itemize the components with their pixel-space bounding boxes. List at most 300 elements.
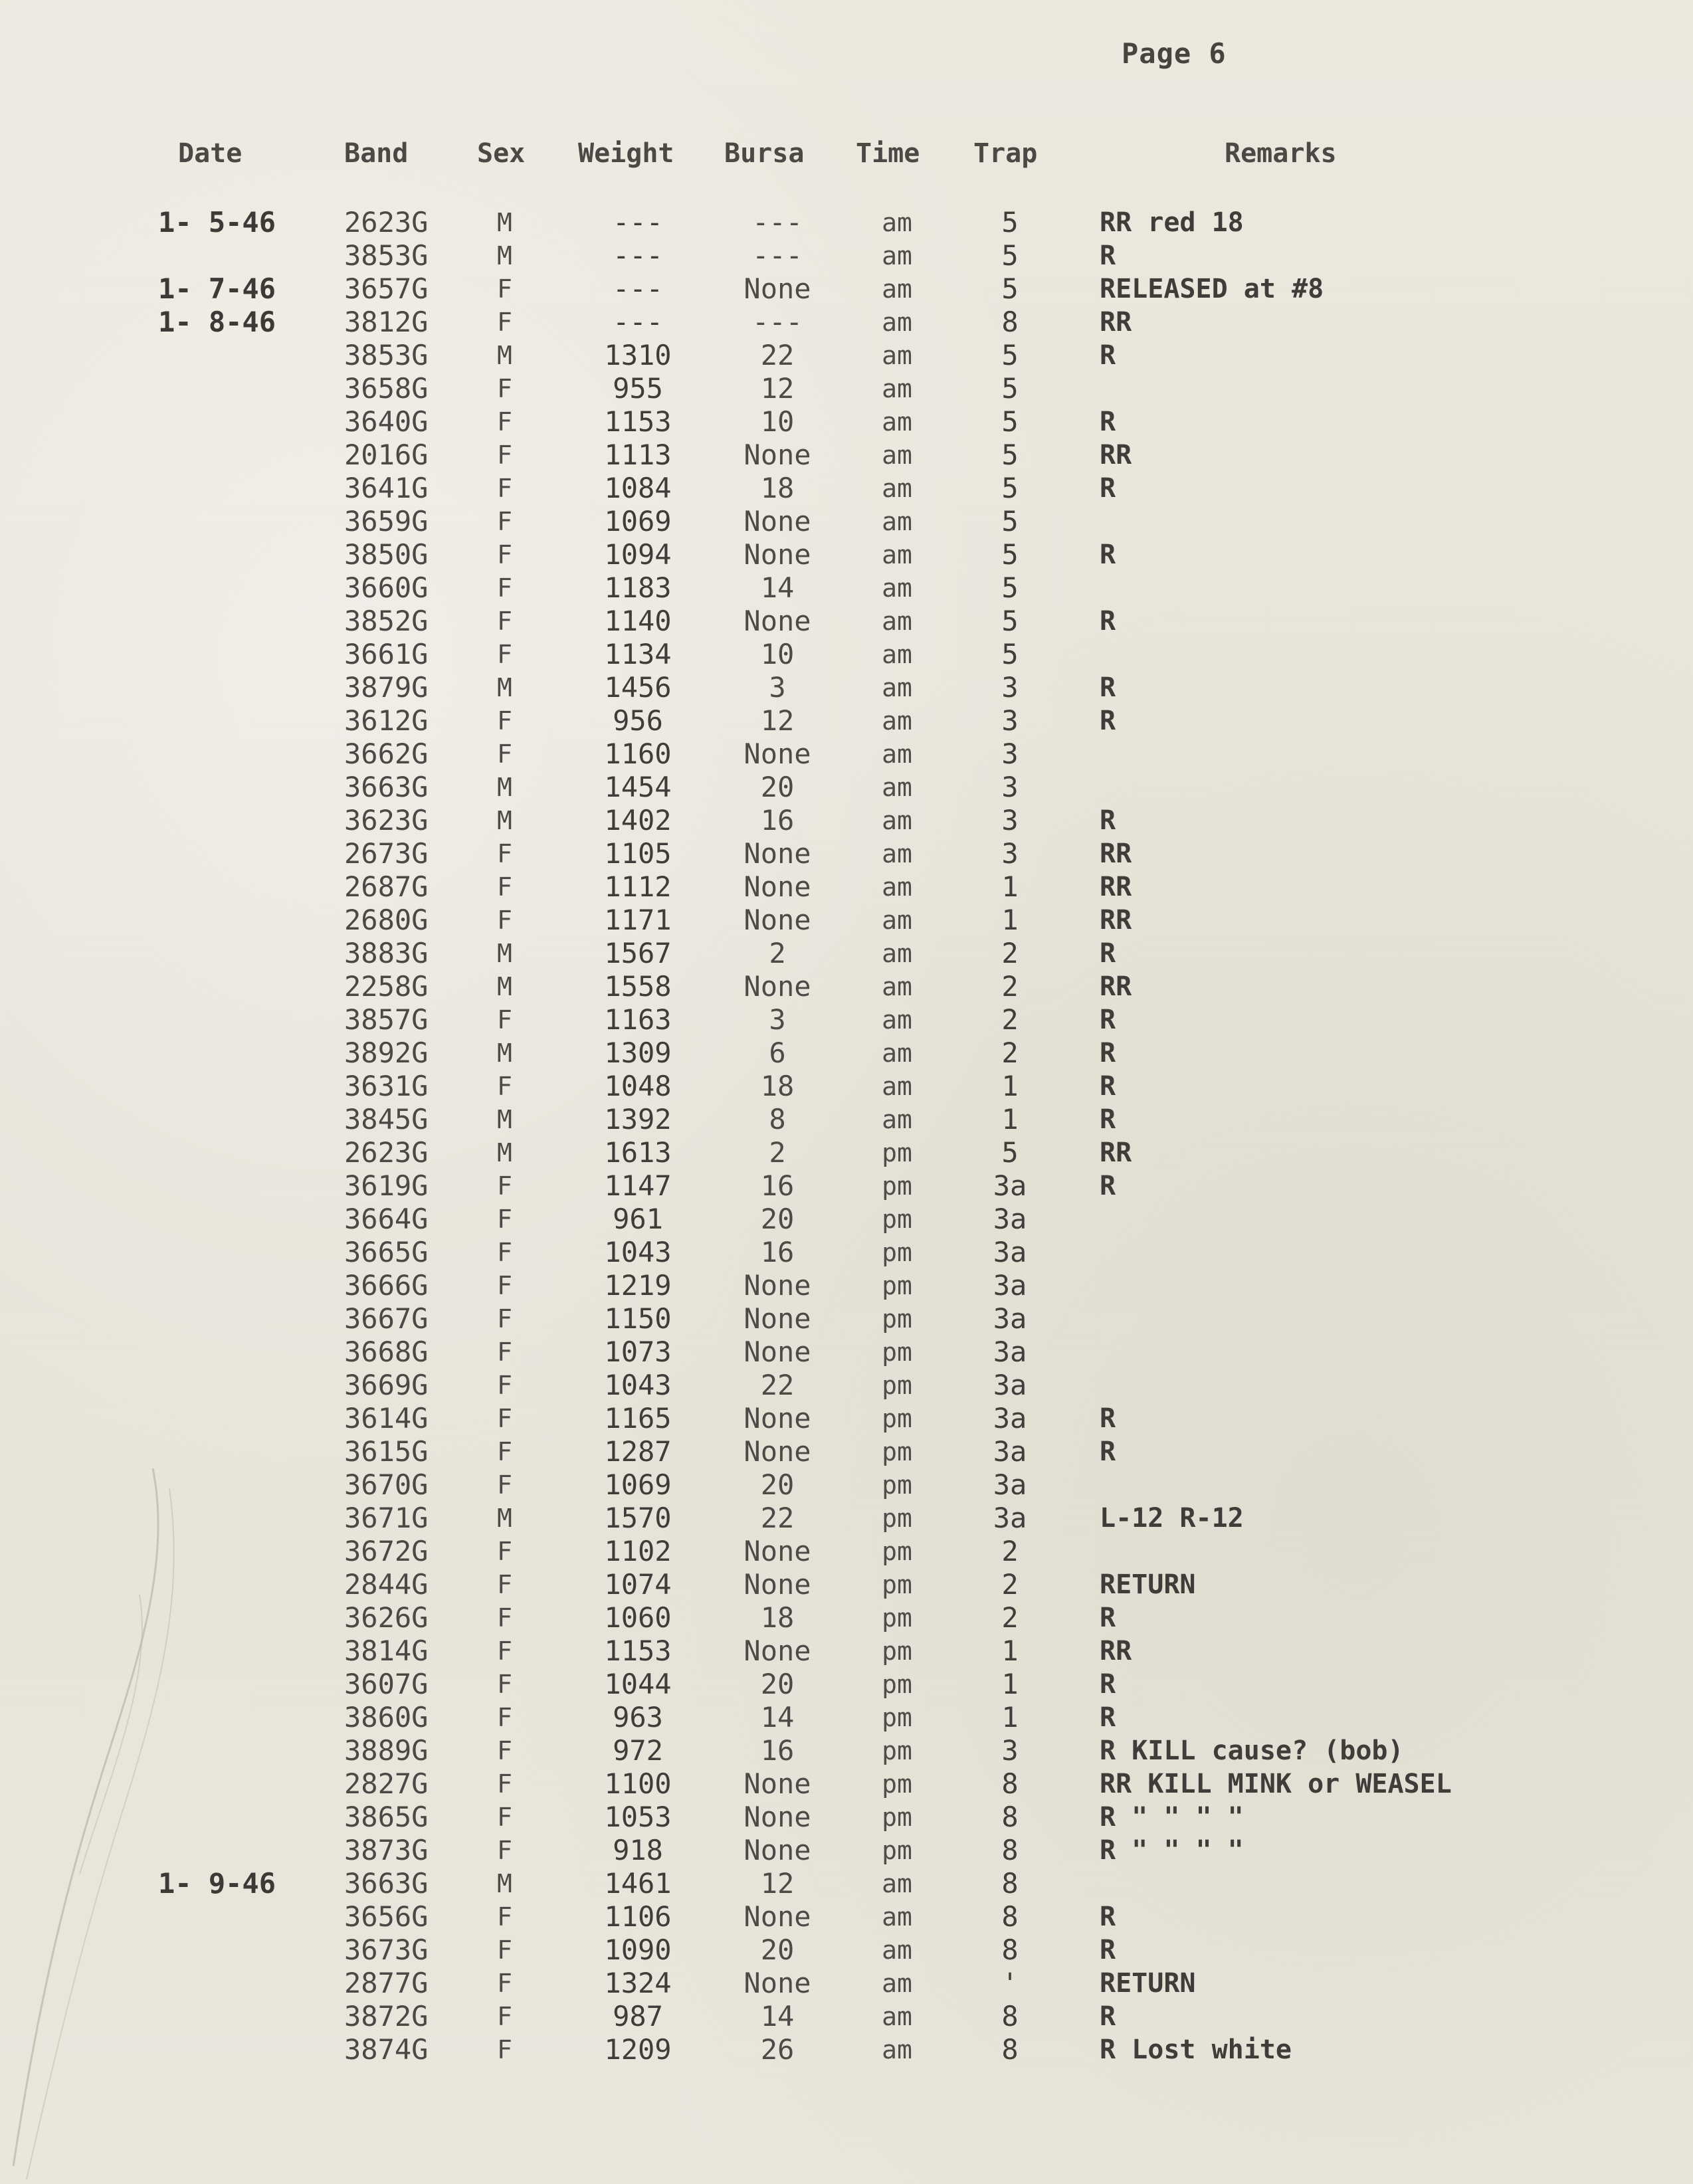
cell-band: 2827G — [344, 1767, 429, 1800]
cell-sex: F — [497, 1338, 512, 1367]
cell-time: am — [882, 1039, 912, 1068]
cell-trap: 5 — [1001, 372, 1019, 405]
cell-sex: F — [497, 1205, 512, 1234]
cell-bursa: None — [744, 837, 811, 870]
cell-weight: 1153 — [604, 1635, 672, 1667]
cell-band: 3614G — [344, 1402, 429, 1435]
cell-band: 3850G — [344, 538, 429, 571]
cell-sex: F — [497, 2035, 512, 2064]
cell-trap: 2 — [1001, 1003, 1019, 1036]
cell-band: 3853G — [344, 339, 429, 371]
cell-trap: 3a — [993, 1336, 1027, 1368]
cell-band: 3812G — [344, 306, 429, 338]
cell-bursa: 12 — [760, 1867, 795, 1900]
header-remarks: Remarks — [1225, 138, 1337, 169]
table-row — [0, 1103, 1693, 1136]
table-row — [0, 738, 1693, 771]
cell-time: am — [882, 1902, 912, 1932]
cell-time: am — [882, 341, 912, 370]
cell-trap: 1 — [1001, 1103, 1019, 1136]
cell-time: am — [882, 274, 912, 304]
cell-weight: 1043 — [604, 1369, 672, 1401]
table-row — [0, 771, 1693, 804]
cell-time: pm — [882, 1171, 912, 1201]
table-row — [0, 206, 1693, 239]
cell-band: 3626G — [344, 1601, 429, 1634]
cell-sex: F — [497, 640, 512, 669]
cell-trap: 3a — [993, 1203, 1027, 1235]
cell-remarks: RR — [1100, 971, 1132, 1002]
cell-trap: 5 — [1001, 405, 1019, 438]
cell-trap: 3a — [993, 1435, 1027, 1468]
cell-time: pm — [882, 1504, 912, 1533]
cell-band: 2016G — [344, 439, 429, 471]
header-date: Date — [178, 138, 243, 169]
cell-weight: 1150 — [604, 1302, 672, 1335]
cell-sex: F — [497, 706, 512, 736]
cell-sex: F — [497, 1703, 512, 1732]
cell-band: 3814G — [344, 1635, 429, 1667]
cell-sex: M — [497, 972, 512, 1001]
table-row — [0, 2033, 1693, 2066]
cell-sex: F — [497, 1902, 512, 1932]
cell-weight: 1113 — [604, 439, 672, 471]
cell-sex: F — [497, 1238, 512, 1267]
cell-trap: 8 — [1001, 1801, 1019, 1833]
cell-trap: ' — [1001, 1967, 1019, 1999]
table-row — [0, 1070, 1693, 1103]
cell-band: 2623G — [344, 1136, 429, 1169]
cell-trap: 2 — [1001, 1037, 1019, 1069]
cell-trap: 8 — [1001, 1867, 1019, 1900]
cell-weight: 1392 — [604, 1103, 672, 1136]
cell-trap: 3a — [993, 1369, 1027, 1401]
cell-band: 3671G — [344, 1502, 429, 1534]
cell-band: 3657G — [344, 272, 429, 305]
cell-bursa: None — [744, 272, 811, 305]
cell-band: 3672G — [344, 1535, 429, 1567]
cell-band: 3668G — [344, 1336, 429, 1368]
cell-sex: F — [497, 540, 512, 569]
cell-time: pm — [882, 1769, 912, 1799]
cell-bursa: None — [744, 439, 811, 471]
cell-bursa: 22 — [760, 339, 795, 371]
cell-time: am — [882, 673, 912, 702]
cell-sex: F — [497, 1371, 512, 1400]
cell-band: 3872G — [344, 2000, 429, 2033]
cell-remarks: R — [1100, 1005, 1116, 1035]
cell-remarks: R — [1100, 1038, 1116, 1068]
cell-bursa: 18 — [760, 472, 795, 504]
cell-weight: 961 — [613, 1203, 663, 1235]
cell-weight: 1043 — [604, 1236, 672, 1268]
cell-band: 3667G — [344, 1302, 429, 1335]
cell-trap: 1 — [1001, 1070, 1019, 1102]
cell-sex: F — [497, 1537, 512, 1566]
cell-remarks: R — [1100, 1702, 1116, 1733]
cell-time: am — [882, 2035, 912, 2064]
table-row — [0, 1236, 1693, 1269]
cell-bursa: None — [744, 538, 811, 571]
cell-remarks: RR — [1100, 440, 1132, 470]
cell-band: 3889G — [344, 1734, 429, 1767]
cell-time: am — [882, 773, 912, 802]
cell-sex: F — [497, 1404, 512, 1433]
cell-bursa: 26 — [760, 2033, 795, 2066]
cell-bursa: 10 — [760, 405, 795, 438]
cell-trap: 5 — [1001, 505, 1019, 538]
cell-bursa: --- — [752, 239, 803, 272]
table-row — [0, 1801, 1693, 1834]
cell-time: am — [882, 839, 912, 868]
cell-bursa: 20 — [760, 1668, 795, 1700]
table-row — [0, 1369, 1693, 1402]
header-sex: Sex — [477, 138, 526, 169]
cell-time: am — [882, 507, 912, 536]
cell-bursa: None — [744, 1900, 811, 1933]
header-bursa: Bursa — [724, 138, 805, 169]
cell-band: 3873G — [344, 1834, 429, 1866]
cell-sex: M — [497, 1504, 512, 1533]
cell-weight: --- — [613, 306, 663, 338]
table-row — [0, 937, 1693, 970]
cell-trap: 5 — [1001, 571, 1019, 604]
table-row — [0, 704, 1693, 738]
cell-sex: F — [497, 507, 512, 536]
cell-sex: M — [497, 241, 512, 270]
cell-trap: 2 — [1001, 1568, 1019, 1601]
table-row — [0, 472, 1693, 505]
cell-trap: 2 — [1001, 1535, 1019, 1567]
cell-bursa: 20 — [760, 771, 795, 803]
cell-trap: 3 — [1001, 704, 1019, 737]
cell-time: pm — [882, 1304, 912, 1334]
cell-sex: F — [497, 607, 512, 636]
cell-band: 3631G — [344, 1070, 429, 1102]
cell-trap: 5 — [1001, 272, 1019, 305]
cell-trap: 3 — [1001, 671, 1019, 704]
cell-trap: 3 — [1001, 837, 1019, 870]
cell-time: pm — [882, 1537, 912, 1566]
cell-band: 3658G — [344, 372, 429, 405]
table-row — [0, 372, 1693, 405]
cell-weight: 1163 — [604, 1003, 672, 1036]
cell-sex: F — [497, 1637, 512, 1666]
cell-bursa: None — [744, 904, 811, 936]
cell-remarks: R — [1100, 1935, 1116, 1965]
cell-bursa: 16 — [760, 1236, 795, 1268]
cell-band: 3673G — [344, 1934, 429, 1966]
cell-date: 1- 9-46 — [158, 1867, 276, 1900]
cell-time: pm — [882, 1670, 912, 1699]
cell-weight: 1309 — [604, 1037, 672, 1069]
cell-remarks: RETURN — [1100, 1569, 1196, 1600]
cell-weight: 1073 — [604, 1336, 672, 1368]
table-row — [0, 571, 1693, 605]
cell-remarks: R — [1100, 340, 1116, 371]
cell-bursa: None — [744, 1535, 811, 1567]
cell-band: 3659G — [344, 505, 429, 538]
cell-time: am — [882, 1936, 912, 1965]
cell-sex: F — [497, 839, 512, 868]
table-row — [0, 339, 1693, 372]
cell-time: pm — [882, 1603, 912, 1633]
cell-bursa: --- — [752, 306, 803, 338]
cell-weight: 1100 — [604, 1767, 672, 1800]
cell-sex: F — [497, 1072, 512, 1101]
cell-time: pm — [882, 1803, 912, 1832]
cell-remarks: RR — [1100, 1138, 1132, 1168]
cell-weight: 1456 — [604, 671, 672, 704]
table-row — [0, 405, 1693, 439]
cell-trap: 3a — [993, 1269, 1027, 1302]
cell-band: 3883G — [344, 937, 429, 969]
table-row — [0, 1834, 1693, 1867]
table-row — [0, 1003, 1693, 1037]
cell-weight: 1613 — [604, 1136, 672, 1169]
table-header — [0, 138, 1693, 178]
cell-bursa: 3 — [769, 671, 786, 704]
cell-band: 2673G — [344, 837, 429, 870]
cell-band: 3615G — [344, 1435, 429, 1468]
cell-trap: 3 — [1001, 771, 1019, 803]
cell-weight: 956 — [613, 704, 663, 737]
cell-remarks: RR KILL MINK or WEASEL — [1100, 1769, 1452, 1799]
table-row — [0, 970, 1693, 1003]
header-weight: Weight — [578, 138, 674, 169]
cell-bursa: 20 — [760, 1468, 795, 1501]
cell-band: 3892G — [344, 1037, 429, 1069]
cell-time: am — [882, 706, 912, 736]
cell-weight: 1160 — [604, 738, 672, 770]
table-row — [0, 1601, 1693, 1635]
cell-sex: F — [497, 474, 512, 503]
cell-bursa: --- — [752, 206, 803, 239]
cell-sex: F — [497, 906, 512, 935]
cell-bursa: 8 — [769, 1103, 786, 1136]
cell-bursa: None — [744, 1435, 811, 1468]
cell-remarks: R — [1100, 672, 1116, 703]
cell-trap: 5 — [1001, 239, 1019, 272]
cell-band: 3663G — [344, 771, 429, 803]
cell-remarks: R — [1100, 1603, 1116, 1633]
cell-trap: 8 — [1001, 1934, 1019, 1966]
cell-weight: 1060 — [604, 1601, 672, 1634]
cell-band: 3860G — [344, 1701, 429, 1734]
table-row — [0, 1967, 1693, 2000]
cell-trap: 8 — [1001, 1767, 1019, 1800]
cell-band: 3665G — [344, 1236, 429, 1268]
cell-time: am — [882, 1105, 912, 1134]
table-row — [0, 1269, 1693, 1302]
cell-remarks: R — [1100, 1403, 1116, 1434]
cell-bursa: None — [744, 738, 811, 770]
cell-bursa: 22 — [760, 1502, 795, 1534]
cell-weight: 1102 — [604, 1535, 672, 1567]
cell-trap: 3a — [993, 1468, 1027, 1501]
cell-weight: 1165 — [604, 1402, 672, 1435]
cell-trap: 3a — [993, 1169, 1027, 1202]
cell-band: 2258G — [344, 970, 429, 1003]
cell-remarks: R — [1100, 706, 1116, 736]
cell-sex: M — [497, 1039, 512, 1068]
cell-time: am — [882, 540, 912, 569]
cell-band: 3865G — [344, 1801, 429, 1833]
cell-band: 2680G — [344, 904, 429, 936]
table-row — [0, 1302, 1693, 1336]
cell-time: pm — [882, 1338, 912, 1367]
cell-sex: M — [497, 208, 512, 237]
cell-sex: F — [497, 1437, 512, 1466]
cell-trap: 3 — [1001, 738, 1019, 770]
cell-band: 3623G — [344, 804, 429, 837]
cell-sex: F — [497, 1570, 512, 1599]
cell-time: am — [882, 2002, 912, 2031]
cell-trap: 8 — [1001, 2000, 1019, 2033]
cell-remarks: R — [1100, 1437, 1116, 1467]
cell-trap: 8 — [1001, 2033, 1019, 2066]
cell-sex: M — [497, 806, 512, 835]
table-row — [0, 870, 1693, 904]
cell-sex: F — [497, 740, 512, 769]
cell-band: 3874G — [344, 2033, 429, 2066]
cell-bursa: 14 — [760, 2000, 795, 2033]
cell-band: 2877G — [344, 1967, 429, 1999]
cell-bursa: 3 — [769, 1003, 786, 1036]
cell-time: am — [882, 906, 912, 935]
table-row — [0, 306, 1693, 339]
cell-time: am — [882, 1005, 912, 1035]
cell-weight: 1084 — [604, 472, 672, 504]
table-row — [0, 837, 1693, 870]
cell-band: 3669G — [344, 1369, 429, 1401]
page-number: Page 6 — [1122, 37, 1227, 70]
cell-weight: 1171 — [604, 904, 672, 936]
cell-trap: 8 — [1001, 1900, 1019, 1933]
cell-sex: F — [497, 1005, 512, 1035]
table-row — [0, 1468, 1693, 1502]
cell-time: pm — [882, 1271, 912, 1300]
cell-bursa: None — [744, 1336, 811, 1368]
table-row — [0, 1635, 1693, 1668]
cell-time: pm — [882, 1138, 912, 1167]
cell-time: am — [882, 474, 912, 503]
cell-bursa: None — [744, 870, 811, 903]
cell-sex: F — [497, 441, 512, 470]
cell-band: 3607G — [344, 1668, 429, 1700]
cell-bursa: None — [744, 1402, 811, 1435]
cell-bursa: 16 — [760, 804, 795, 837]
cell-band: 3670G — [344, 1468, 429, 1501]
cell-trap: 2 — [1001, 1601, 1019, 1634]
cell-sex: F — [497, 1171, 512, 1201]
cell-trap: 2 — [1001, 937, 1019, 969]
cell-trap: 8 — [1001, 1834, 1019, 1866]
cell-trap: 1 — [1001, 870, 1019, 903]
table-row — [0, 804, 1693, 837]
table-row — [0, 239, 1693, 272]
cell-weight: 1112 — [604, 870, 672, 903]
table-row — [0, 1934, 1693, 1967]
cell-time: pm — [882, 1470, 912, 1500]
cell-band: 3640G — [344, 405, 429, 438]
cell-band: 3656G — [344, 1900, 429, 1933]
cell-time: am — [882, 939, 912, 968]
cell-trap: 5 — [1001, 339, 1019, 371]
table-row — [0, 1767, 1693, 1801]
cell-band: 3666G — [344, 1269, 429, 1302]
cell-weight: 1209 — [604, 2033, 672, 2066]
cell-remarks: R — [1100, 407, 1116, 437]
header-time: Time — [856, 138, 920, 169]
cell-time: pm — [882, 1570, 912, 1599]
cell-time: am — [882, 441, 912, 470]
cell-remarks: L-12 R-12 — [1100, 1503, 1244, 1534]
cell-time: pm — [882, 1437, 912, 1466]
cell-time: am — [882, 740, 912, 769]
cell-time: pm — [882, 1703, 912, 1732]
cell-weight: 918 — [613, 1834, 663, 1866]
table-row — [0, 1502, 1693, 1535]
table-row — [0, 904, 1693, 937]
cell-sex: F — [497, 1769, 512, 1799]
cell-time: am — [882, 972, 912, 1001]
table-row — [0, 1535, 1693, 1568]
cell-band: 3852G — [344, 605, 429, 637]
cell-remarks: R — [1100, 1171, 1116, 1201]
cell-bursa: 10 — [760, 638, 795, 670]
cell-date: 1- 8-46 — [158, 306, 276, 338]
cell-remarks: R — [1100, 241, 1116, 271]
cell-band: 3853G — [344, 239, 429, 272]
table-row — [0, 2000, 1693, 2033]
cell-sex: F — [497, 1470, 512, 1500]
cell-remarks: RR — [1100, 905, 1132, 936]
cell-remarks: R — [1100, 1669, 1116, 1700]
cell-weight: 1287 — [604, 1435, 672, 1468]
cell-remarks: R — [1100, 1071, 1116, 1102]
cell-sex: F — [497, 1936, 512, 1965]
cell-band: 3660G — [344, 571, 429, 604]
cell-time: am — [882, 407, 912, 437]
cell-band: 3612G — [344, 704, 429, 737]
cell-time: am — [882, 872, 912, 902]
cell-time: am — [882, 241, 912, 270]
cell-time: pm — [882, 1238, 912, 1267]
cell-weight: 1402 — [604, 804, 672, 837]
table-row — [0, 1867, 1693, 1900]
cell-trap: 5 — [1001, 206, 1019, 239]
table-row — [0, 1037, 1693, 1070]
cell-sex: F — [497, 1836, 512, 1865]
table-row — [0, 605, 1693, 638]
cell-bursa: 20 — [760, 1934, 795, 1966]
cell-sex: F — [497, 872, 512, 902]
cell-sex: M — [497, 1869, 512, 1898]
table-row — [0, 1402, 1693, 1435]
table-row — [0, 538, 1693, 571]
cell-sex: F — [497, 308, 512, 337]
cell-time: am — [882, 1969, 912, 1998]
table-row — [0, 1435, 1693, 1468]
cell-bursa: 16 — [760, 1169, 795, 1202]
table-row — [0, 1900, 1693, 1934]
cell-band: 2687G — [344, 870, 429, 903]
cell-remarks: R — [1100, 1902, 1116, 1932]
cell-bursa: 12 — [760, 372, 795, 405]
cell-trap: 3a — [993, 1302, 1027, 1335]
cell-trap: 3a — [993, 1236, 1027, 1268]
